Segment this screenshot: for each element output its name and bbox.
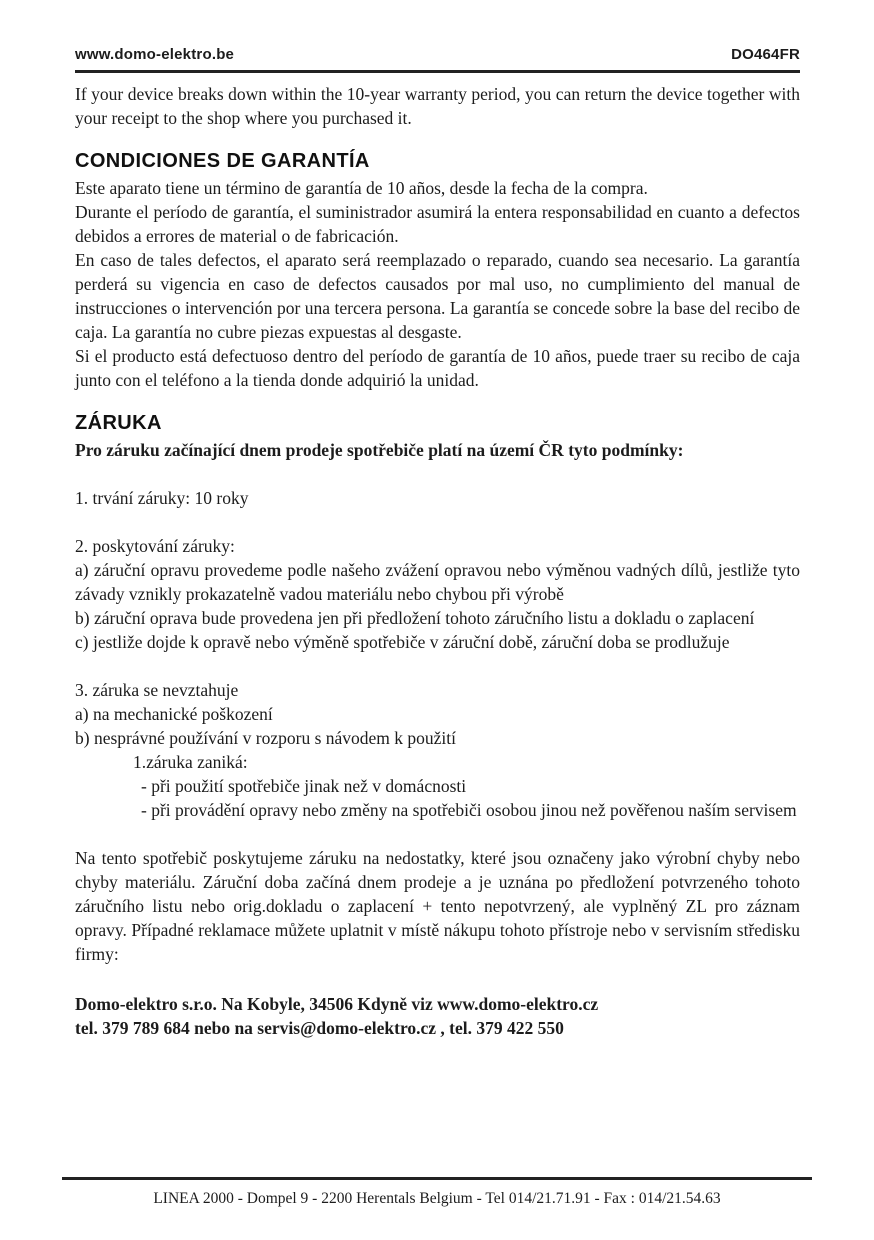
section-spanish-warranty bbox=[75, 150, 800, 392]
contact-line-1: Domo-elektro s.r.o. Na Kobyle, 34506 Kdyně viz www.domo-elektro.cz bbox=[75, 994, 599, 1014]
page-footer bbox=[62, 1177, 812, 1210]
czech-item-3-title: 3. záruka se nevztahuje bbox=[75, 680, 239, 700]
czech-item-2-title: 2. poskytování záruky: bbox=[75, 536, 235, 556]
czech-item-3a: a) na mechanické poškození bbox=[75, 704, 273, 724]
header-website: www.domo-elektro.be bbox=[75, 46, 235, 63]
czech-sub-title: 1.záruka zaniká: bbox=[133, 752, 248, 772]
czech-section-title: ZÁRUKA bbox=[75, 412, 162, 434]
header-model-code: DO464FR bbox=[731, 46, 800, 63]
spanish-section-title: CONDICIONES DE GARANTÍA bbox=[75, 150, 370, 172]
czech-item-3b: b) nesprávné používání v rozporu s návodem k použití bbox=[75, 728, 457, 748]
english-warranty-paragraph: If your device breaks down within the 10-year warranty period, you can return the device together with your receipt to the shop where you purchased it. bbox=[75, 84, 800, 128]
czech-sub-item-2: - při provádění opravy nebo změny na spotřebiči osobou jinou než pověřenou naším servisem bbox=[141, 800, 797, 820]
czech-item-2a: a) záruční opravu provedeme podle našeho zvážení opravou nebo výměnou vadných dílů, jestliže tyto závady vznikly prokazatelně vadou materiálu nebo chybou při výrobě bbox=[75, 560, 800, 604]
contact-line-2: tel. 379 789 684 nebo na servis@domo-elektro.cz , tel. 379 422 550 bbox=[75, 1018, 564, 1038]
contact-block bbox=[75, 992, 800, 1040]
header-rule bbox=[75, 70, 800, 73]
page-header bbox=[75, 46, 800, 70]
czech-sub-item-1: - při použití spotřebiče jinak než v domácnosti bbox=[141, 776, 467, 796]
czech-item-1: 1. trvání záruky: 10 roky bbox=[75, 488, 249, 508]
spanish-paragraph-4: Si el producto está defectuoso dentro del período de garantía de 10 años, puede traer su recibo de caja junto con el teléfono a la tienda donde adquirió la unidad. bbox=[75, 346, 800, 390]
spanish-paragraph-3: En caso de tales defectos, el aparato será reemplazado o reparado, cuando sea necesario. La garantía perderá su vigencia en caso de defectos causados por mal uso, no cumplimiento del manual de instrucciones o intervención por una tercera persona. La garantía se concede sobre la base del recibo de caja. La garantía no cubre piezas expuestas al desgaste. bbox=[75, 250, 800, 342]
spanish-paragraph-2: Durante el período de garantía, el suministrador asumirá la entera responsabilidad en cuanto a defectos debidos a errores de material o de fabricación. bbox=[75, 202, 800, 246]
section-czech-warranty bbox=[75, 412, 800, 1040]
spanish-paragraph-1: Este aparato tiene un término de garantía de 10 años, desde la fecha de la compra. bbox=[75, 178, 648, 198]
czech-item-2c: c) jestliže dojde k opravě nebo výměně spotřebiče v záruční době, záruční doba se prodlužuje bbox=[75, 632, 730, 652]
czech-intro: Pro záruku začínající dnem prodeje spotřebiče platí na území ČR tyto podmínky: bbox=[75, 440, 684, 460]
footer-rule bbox=[62, 1177, 812, 1180]
czech-closing-paragraph: Na tento spotřebič poskytujeme záruku na nedostatky, které jsou označeny jako výrobní chyby nebo chyby materiálu. Záruční doba začíná dnem prodeje a je uznána po předložení potvrzeného tohoto záručního listu nebo orig.dokladu o zaplacení + tento nepotvrzený, ale vyplněný ZL pro záznam opravy. Případné reklamace můžete uplatnit v místě nákupu tohoto přístroje nebo v servisním středisku firmy: bbox=[75, 848, 800, 964]
czech-item-2b: b) záruční oprava bude provedena jen při předložení tohoto záručního listu a dokladu o zaplacení bbox=[75, 608, 755, 628]
footer-text: LINEA 2000 - Dompel 9 - 2200 Herentals Belgium - Tel 014/21.71.91 - Fax : 014/21.54.63 bbox=[153, 1190, 721, 1207]
